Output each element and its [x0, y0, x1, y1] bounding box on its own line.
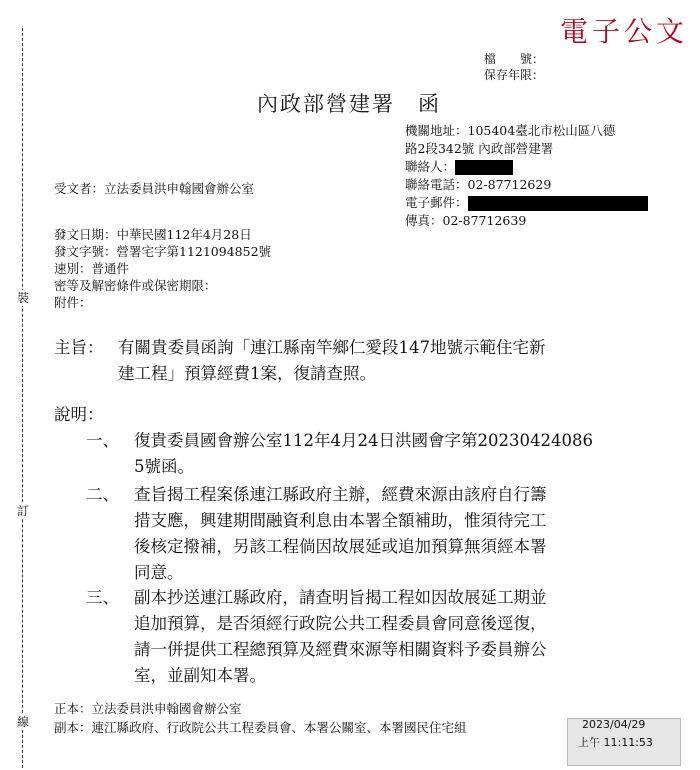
subject-line-1: 有關貴委員函詢「連江縣南竿鄉仁愛段147地號示範住宅新	[118, 338, 546, 357]
contact-person	[405, 158, 513, 175]
item-3-line-4: 室，並副知本署。	[134, 666, 266, 685]
email-label: 電子郵件：	[405, 195, 468, 210]
email-redaction	[468, 196, 648, 211]
item-1-line-2: 5號函。	[134, 457, 194, 476]
copy-recipient: 副本：連江縣政府、行政院公共工程委員會、本署公關室、本署國民住宅組	[54, 720, 467, 735]
timestamp-date: 2023/04/29	[582, 718, 646, 731]
fax-label: 傳真：	[405, 213, 443, 228]
contact-email	[405, 194, 648, 211]
item-2-number: 二、	[86, 485, 119, 504]
explanation-label: 說明：	[54, 405, 104, 424]
item-3-number: 三、	[86, 588, 119, 607]
item-2-line-3: 後核定撥補，另該工程倘因故展延或追加預算無須經本署	[134, 537, 547, 556]
subject-label: 主旨：	[54, 338, 104, 357]
binding-mark-bottom: 線	[14, 714, 32, 730]
binding-mark-top: 裝	[14, 290, 32, 306]
contact-fax	[405, 212, 526, 229]
item-3-line-1: 副本抄送連江縣政府，請查明旨揭工程如因故展延工期並	[134, 588, 547, 607]
primary-recipient: 正本：立法委員洪申翰國會辦公室	[54, 701, 242, 716]
item-1-line-1: 復貴委員國會辦公室112年4月24日洪國會字第20230424086	[134, 431, 593, 450]
document-title: 內政部營建署 函	[257, 92, 441, 116]
recipient: 受文者：立法委員洪申翰國會辦公室	[54, 181, 255, 196]
contact-phone	[405, 176, 551, 193]
phone-value: 02-87712629	[467, 177, 552, 192]
file-number-label: 檔 號：	[484, 52, 545, 66]
item-3-line-3: 請一併提供工程總預算及經費來源等相關資料予委員辦公	[134, 640, 547, 659]
item-1-number: 一、	[86, 431, 119, 450]
item-2-line-4: 同意。	[134, 563, 184, 582]
phone-label: 聯絡電話：	[405, 177, 468, 192]
agency-address-line2: 路2段342號 內政部營建署	[405, 141, 554, 156]
subject-line-2: 建工程」預算經費1案，復請查照。	[118, 364, 376, 383]
retention-period-label: 保存年限：	[484, 68, 545, 82]
item-3-line-2: 追加預算，是否須經行政院公共工程委員會同意後逕復，	[134, 614, 547, 633]
secrecy-level: 密等及解密條件或保密期限：	[54, 278, 217, 293]
contact-label: 聯絡人：	[405, 159, 456, 174]
item-2-line-1: 查旨揭工程案係連江縣政府主辦，經費來源由該府自行籌	[134, 485, 547, 504]
agency-address-line1: 機關地址：105404臺北市松山區八德	[405, 123, 616, 138]
timestamp-time: 上午 11:11:53	[578, 736, 653, 749]
attachment: 附件：	[54, 295, 92, 310]
fax-value: 02-87712639	[442, 213, 527, 228]
electronic-document-stamp: 電子公文	[559, 15, 688, 48]
contact-redaction	[455, 160, 513, 175]
document-number: 發文字號：營署宅字第1121094852號	[54, 244, 272, 259]
binding-dashed-line	[22, 28, 23, 768]
delivery-speed: 速別：普通件	[54, 261, 130, 276]
item-2-line-2: 措支應，興建期間融資利息由本署全額補助，惟須待完工	[134, 511, 547, 530]
issue-date: 發文日期：中華民國112年4月28日	[54, 227, 252, 242]
binding-mark-middle: 訂	[14, 503, 32, 519]
